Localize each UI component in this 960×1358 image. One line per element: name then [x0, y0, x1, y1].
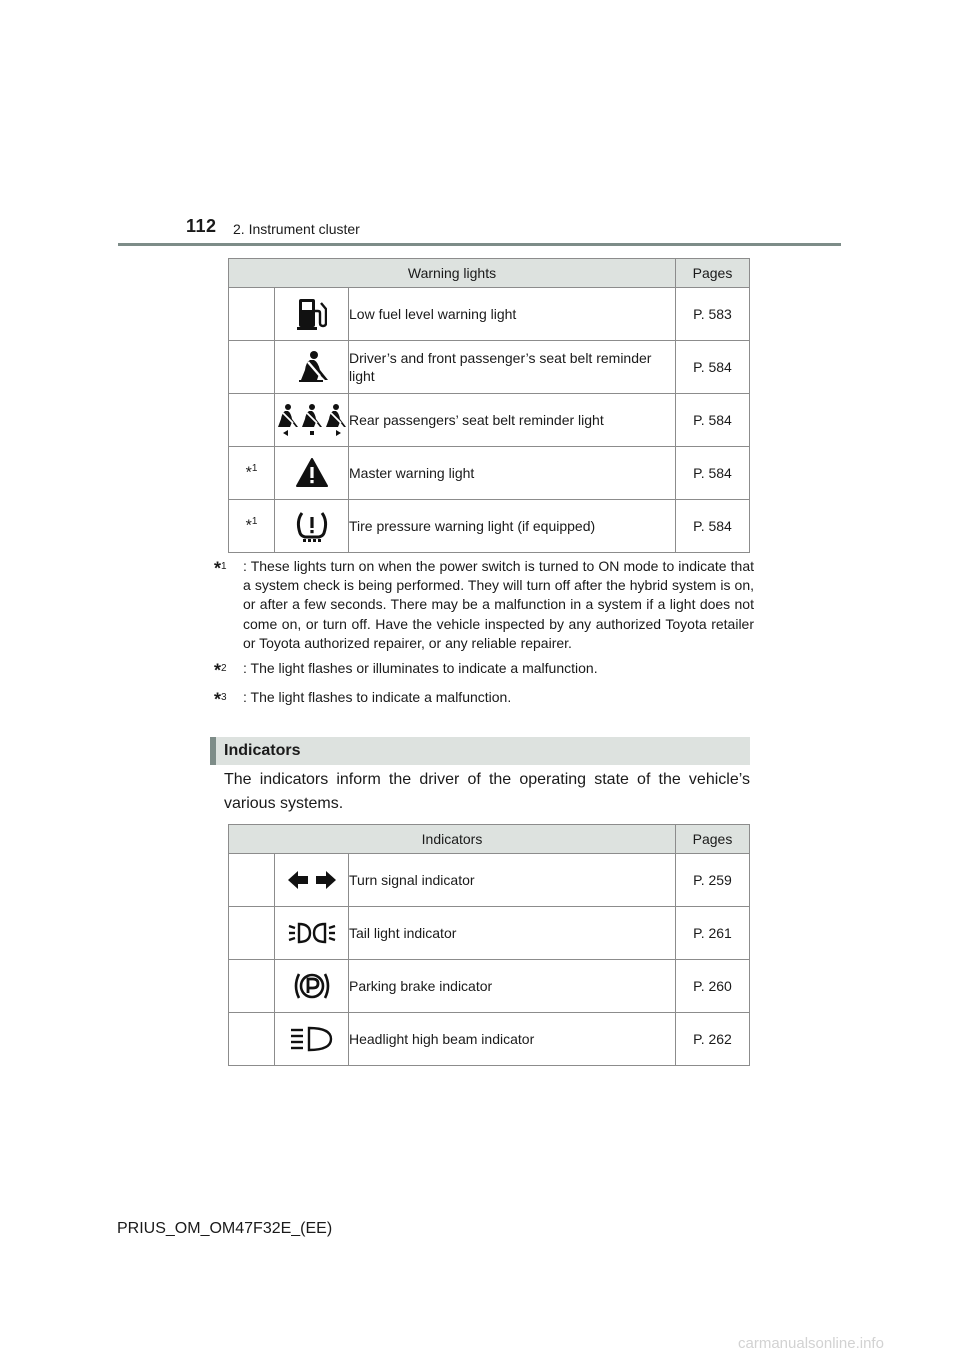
pages-column-header: Pages — [676, 259, 750, 288]
footnote-ref: *$^1$ — [229, 500, 275, 553]
footnote-ref — [229, 394, 275, 447]
page-ref: P. 584 — [676, 447, 750, 500]
header-rule — [118, 243, 841, 246]
tire-pressure-icon — [294, 509, 330, 543]
indicator-table-header — [229, 825, 750, 854]
indicators-intro: The indicators inform the driver of the operating state of the vehicle’s various systems. — [224, 771, 750, 812]
page-ref: P. 584 — [676, 394, 750, 447]
high-beam-icon — [289, 1026, 335, 1052]
footnote-ref — [229, 341, 275, 394]
indicators-column-header: Indicators — [229, 825, 676, 854]
footnotes — [214, 557, 754, 711]
indicators-heading: Indicators — [210, 737, 750, 765]
master-warning-icon — [296, 458, 328, 488]
warning-lights-table — [228, 258, 750, 553]
page-ref: P. 584 — [676, 500, 750, 553]
indicator-label: Parking brake indicator — [349, 960, 676, 1013]
table-row — [229, 960, 750, 1013]
table-row — [229, 500, 750, 553]
fuel-pump-icon — [297, 297, 327, 331]
tail-light-icon — [287, 921, 337, 945]
page-ref: P. 260 — [676, 960, 750, 1013]
table-row — [229, 854, 750, 907]
footnote-2: *$^2$ : The light flashes or illuminates to indicate a malfunction. — [214, 660, 598, 681]
table-row — [229, 341, 750, 394]
indicators-table — [228, 824, 750, 1066]
page-number: 112 — [186, 216, 217, 236]
page-ref: P. 259 — [676, 854, 750, 907]
turn-signal-icon — [287, 868, 337, 892]
rear-seat-belts-icon — [278, 403, 346, 437]
seat-belt-icon — [296, 350, 328, 384]
page-ref: P. 584 — [676, 341, 750, 394]
warning-lights-column-header: Warning lights — [229, 259, 676, 288]
warning-table-header — [229, 259, 750, 288]
table-row — [229, 394, 750, 447]
section-title: 2. Instrument cluster — [233, 221, 360, 237]
warning-light-label: Master warning light — [349, 447, 676, 500]
page-ref: P. 261 — [676, 907, 750, 960]
warning-light-label: Tire pressure warning light (if equipped) — [349, 500, 676, 553]
page-ref: P. 262 — [676, 1013, 750, 1066]
parking-brake-icon — [292, 970, 332, 1002]
table-row — [229, 447, 750, 500]
warning-light-label: Rear passengers’ seat belt reminder light — [349, 394, 676, 447]
indicator-label: Turn signal indicator — [349, 854, 676, 907]
warning-light-label: Driver’s and front passenger’s seat belt reminder light — [349, 341, 676, 394]
table-row — [229, 1013, 750, 1066]
warning-light-label: Low fuel level warning light — [349, 288, 676, 341]
pages-column-header: Pages — [676, 825, 750, 854]
footnote-1: *$^1$ : These lights turn on when the power switch is turned to ON mode to indicate that a system check is being performed. They will turn off after the hybrid system is on, or after a few seconds. There may be a malfunction in a system if a light does not come on, or turn off. Have the vehicle inspected by any authorized Toyota retailer or Toyota authorized repairer, or any reliable repairer. — [214, 558, 754, 651]
footnote-ref: *$^1$ — [229, 447, 275, 500]
watermark: carmanualsonline.info — [738, 1335, 884, 1352]
footnote-ref — [229, 288, 275, 341]
table-row — [229, 288, 750, 341]
indicator-label: Headlight high beam indicator — [349, 1013, 676, 1066]
footnote-3: *$^3$ : The light flashes to indicate a malfunction. — [214, 688, 512, 710]
indicator-label: Tail light indicator — [349, 907, 676, 960]
document-code: PRIUS_OM_OM47F32E_(EE) — [117, 1220, 333, 1237]
page-ref: P. 583 — [676, 288, 750, 341]
table-row — [229, 907, 750, 960]
